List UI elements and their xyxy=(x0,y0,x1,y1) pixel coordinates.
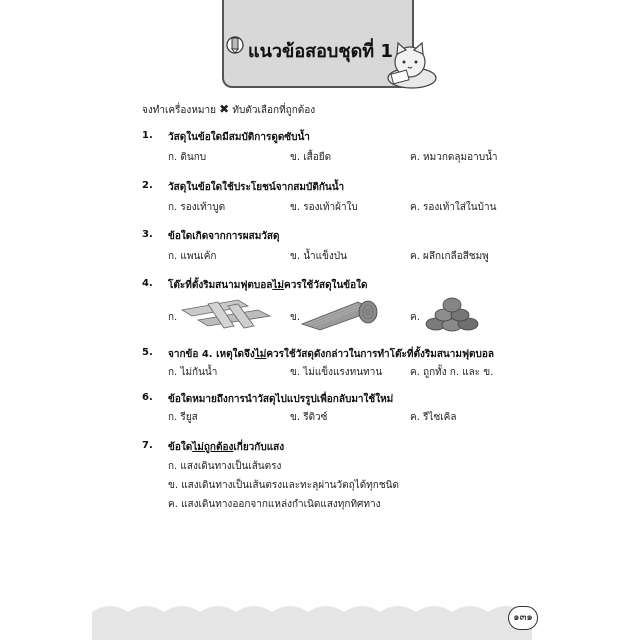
question-4-text-underlined: ไม่ xyxy=(272,280,284,291)
instruction-suffix: ทับตัวเลือกที่ถูกต้อง xyxy=(232,105,316,116)
question-5-number: 5. xyxy=(142,347,153,358)
question-1-option-c[interactable]: ค. หมวกดลุมอาบน้ำ xyxy=(410,152,498,163)
question-6-option-c[interactable]: ค. รีไซเคิล xyxy=(410,412,457,423)
question-4-text-after: ควรใช้วัสดุในข้อใด xyxy=(284,280,368,291)
question-2-option-c[interactable]: ค. รองเท้าใส่ในบ้าน xyxy=(410,202,497,213)
question-3-option-b[interactable]: ข. น้ำแข็งป่น xyxy=(290,251,347,262)
wood-planks-image[interactable] xyxy=(178,296,276,332)
question-4-option-a[interactable]: ก. xyxy=(168,312,178,323)
question-6-option-b[interactable]: ข. รีดิวซ์ xyxy=(290,412,328,423)
question-6-text: ข้อใดหมายถึงการนำวัสดุไปแปรรูปเพื่อกลับมาใช้ใหม่ xyxy=(168,394,394,405)
stone-pile-image[interactable] xyxy=(424,292,480,332)
question-1-text: วัสดุในข้อใดมีสมบัติการดูดซับน้ำ xyxy=(168,132,310,143)
question-3-option-a[interactable]: ก. แพนเค้ก xyxy=(168,251,217,262)
question-2-number: 2. xyxy=(142,180,153,191)
question-5-option-a[interactable]: ก. ไม่กันน้ำ xyxy=(168,367,218,378)
question-4-option-b[interactable]: ข. xyxy=(290,312,301,323)
question-1-number: 1. xyxy=(142,130,153,141)
question-5-text-before: จากข้อ 4. เหตุใดจึง xyxy=(168,349,255,360)
question-7-option-c[interactable]: ค. แสงเดินทางออกจากแหล่งกำเนิดแสงทุกทิศทาง xyxy=(168,499,381,510)
question-3-text: ข้อใดเกิดจากการผสมวัสดุ xyxy=(168,231,280,242)
x-mark-icon: ✖ xyxy=(219,102,230,116)
page-title: แนวข้อสอบชุดที่ 1 xyxy=(248,41,393,62)
instruction-prefix: จงทำเครื่องหมาย xyxy=(142,105,216,116)
question-3-number: 3. xyxy=(142,229,153,240)
question-1-option-a[interactable]: ก. ดินกบ xyxy=(168,152,207,163)
question-3-option-c[interactable]: ค. ผลึกเกลือสีชมพู xyxy=(410,251,489,262)
pencil-icon xyxy=(226,34,244,56)
question-2-text: วัสดุในข้อใดใช้ประโยชน์จากสมบัติกันน้ำ xyxy=(168,182,345,193)
question-2-option-b[interactable]: ข. รองเท้าผ้าใบ xyxy=(290,202,358,213)
question-4-number: 4. xyxy=(142,278,153,289)
question-4-text xyxy=(168,278,368,293)
question-4-text-before: โต๊ะที่ตั้งริมสนามฟุตบอล xyxy=(168,280,273,291)
cat-mascot-icon xyxy=(382,40,438,90)
question-5-text-underlined: ไม่ xyxy=(254,349,267,360)
instruction-line xyxy=(142,102,315,118)
page-number-badge: ๑๓๑ xyxy=(508,606,538,630)
question-5-option-b[interactable]: ข. ไม่แข็งแรงทนทาน xyxy=(290,367,383,378)
question-6-option-a[interactable]: ก. รียูส xyxy=(168,412,198,423)
question-7-text-before: ข้อใด xyxy=(168,442,193,453)
question-7-text-underlined: ไม่ถูกต้อง xyxy=(192,442,234,453)
question-6-number: 6. xyxy=(142,392,153,403)
question-7-option-b[interactable]: ข. แสงเดินทางเป็นเส้นตรงและทะลุผ่านวัตถุได้ทุกชนิด xyxy=(168,480,399,491)
question-7-text-after: เกี่ยวกับแสง xyxy=(233,442,285,453)
question-5-text-after: ควรใช้วัสดุดังกล่าวในการทำโต๊ะที่ตั้งริมสนามฟุตบอล xyxy=(266,349,495,360)
question-7-number: 7. xyxy=(142,440,153,451)
question-7-text xyxy=(168,440,284,455)
question-2-option-a[interactable]: ก. รองเท้าบูต xyxy=(168,202,226,213)
rolled-carpet-image[interactable] xyxy=(298,294,382,332)
question-4-option-c[interactable]: ค. xyxy=(410,312,420,323)
question-1-option-b[interactable]: ข. เสื้อยืด xyxy=(290,152,332,163)
question-7-option-a[interactable]: ก. แสงเดินทางเป็นเส้นตรง xyxy=(168,461,282,472)
footer-scallop-band xyxy=(92,600,532,640)
question-5-option-c[interactable]: ค. ถูกทั้ง ก. และ ข. xyxy=(410,367,494,378)
question-5-text xyxy=(168,347,494,362)
